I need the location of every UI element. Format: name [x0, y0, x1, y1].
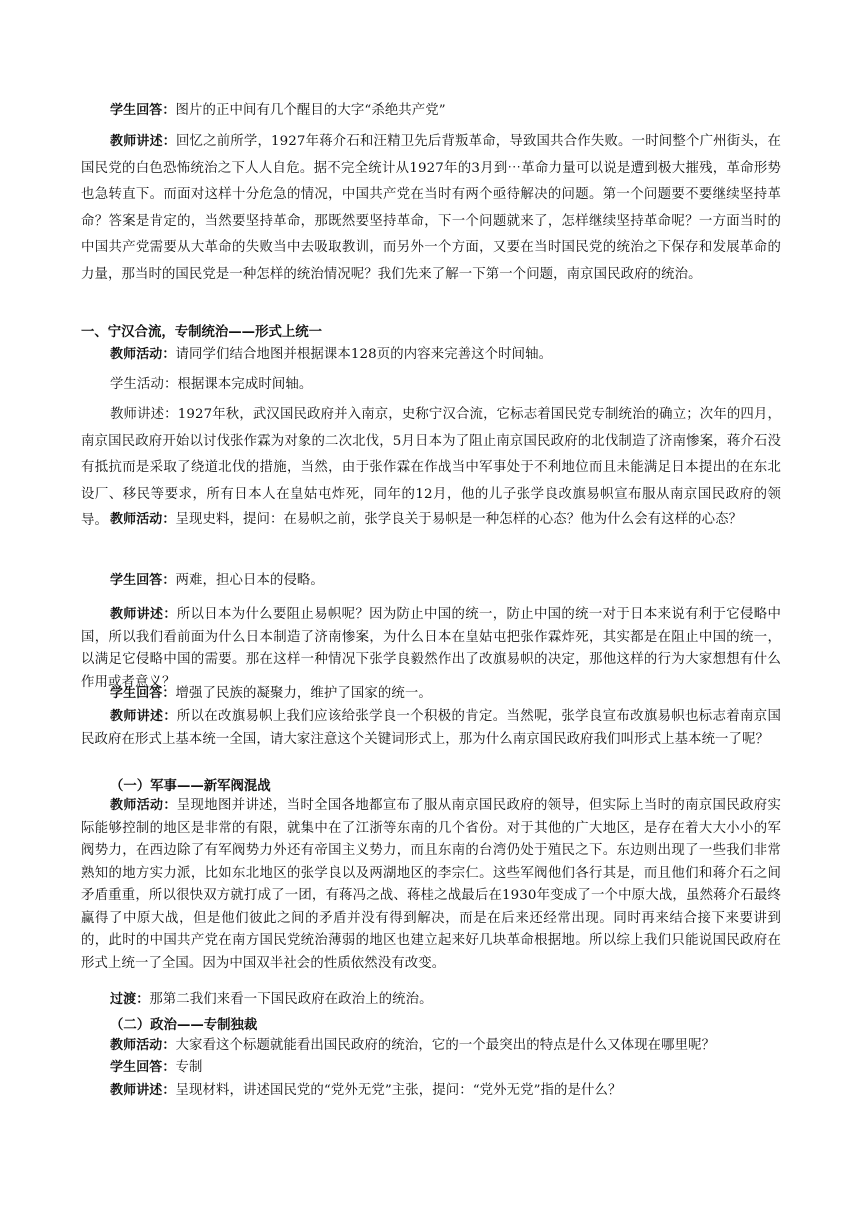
speaker-label: 教师讲述： — [110, 607, 177, 622]
speaker-label: 学生回答： — [110, 1060, 176, 1075]
paragraph-student-activity-1: 学生活动：根据课本完成时间轴。 — [110, 377, 313, 392]
paragraph-student-answer-1 — [81, 98, 781, 125]
paragraph-text: 请同学们结合地图并根据课本128页的内容来完善这个时间轴。 — [175, 347, 553, 362]
section-heading-1: 一、宁汉合流，专制统治——形式上统一 — [81, 325, 323, 340]
paragraph-text: 呈现材料，讲述国民党的“党外无党”主张，提问：“党外无党”指的是什么？ — [175, 1083, 622, 1098]
paragraph-student-answer-3 — [81, 683, 781, 706]
subsection-heading-military: （一）军事——新军阀混战 — [110, 779, 271, 794]
speaker-label: 教师活动： — [110, 798, 177, 813]
paragraph-teacher-narration-3 — [81, 604, 781, 694]
paragraph-teacher-activity-2 — [81, 507, 781, 534]
paragraph-student-answer-4 — [81, 1057, 781, 1080]
paragraph-teacher-narration-4 — [81, 706, 781, 751]
paragraph-text: 回忆之前所学，1927年蒋介石和汪精卫先后背叛革命，导致国共合作失败。一时间整个广州街头，在国民党的白色恐怖统治之下人人自危。据不完全统计从1927年的3月到⋯革命力量可以说是遭到极大摧残，革命形势也急转直下。而面对这样十分危急的情况，中国共产党在当时有两个亟待解决的问题。第一个问题要不要继续坚持革命？答案是肯定的，当然要坚持革命，那既然要坚持革命，下一个问题就来了，怎样继续坚持革命呢？一方面当时的中国共产党需要从大革命的失败当中去吸取教训，而另外一个方面，又要在当时国民党的统治之下保存和发展革命的力量，那当时的国民党是一种怎样的统治情况呢？我们先来了解一下第一个问题，南京国民政府的统治。 — [81, 134, 781, 282]
speaker-label: 教师活动： — [110, 1038, 176, 1053]
paragraph-teacher-activity-1 — [81, 342, 781, 369]
paragraph-text: 专制 — [175, 1060, 203, 1075]
subsection-heading-politics: （二）政治——专制独裁 — [110, 1018, 258, 1033]
paragraph-transition — [81, 989, 781, 1012]
paragraph-teacher-activity-3 — [81, 795, 781, 975]
paragraph-student-answer-2 — [81, 568, 781, 595]
speaker-label: 教师讲述： — [110, 1083, 176, 1098]
paragraph-text: 大家看这个标题就能看出国民政府的统治，它的一个最突出的特点是什么又体现在哪里呢？ — [175, 1038, 716, 1053]
speaker-label: 教师活动： — [110, 347, 176, 362]
speaker-label: 教师讲述： — [110, 134, 176, 149]
paragraph-text: 那第二我们来看一下国民政府在政治上的统治。 — [149, 992, 433, 1007]
paragraph-text: 所以在改旗易帜上我们应该给张学良一个积极的肯定。当然呢，张学良宣布改旗易帜也标志着南京国民政府在形式上基本统一全国，请大家注意这个关键词形式上，那为什么南京国民政府我们叫形式上基本统一了呢？ — [81, 709, 781, 747]
paragraph-teacher-narration-5 — [81, 1080, 781, 1103]
paragraph-text: 呈现史料，提问：在易帜之前，张学良关于易帜是一种怎样的心态？他为什么会有这样的心态？ — [175, 512, 743, 527]
paragraph-text: 所以日本为什么要阻止易帜呢？因为防止中国的统一，防止中国的统一对于日本来说有利于它侵略中国，所以我们看前面为什么日本制造了济南惨案，为什么日本在皇姑屯把张作霖炸死，其实都是在阻止中国的统一，以满足它侵略中国的需要。那在这样一种情况下张学良毅然作出了改旗易帜的决定，那他这样的行为大家想想有什么作用或者意义？ — [81, 607, 781, 690]
paragraph-text: 增强了民族的凝聚力，维护了国家的统一。 — [175, 686, 432, 701]
paragraph-text: 图片的正中间有几个醒目的大字“杀绝共产党” — [175, 103, 446, 118]
paragraph-text: 呈现地图并讲述，当时全国各地都宣布了服从南京国民政府的领导，但实际上当时的南京国民政府实际能够控制的地区是非常的有限，就集中在了江浙等东南的几个省份。对于其他的广大地区，是存在着大大小小的军阀势力，在西边除了有军阀势力外还有帝国主义势力，而且东南的台湾仍处于殖民之下。东边则出现了一些我们非常熟知的地方实力派，比如东北地区的张学良以及两湖地区的李宗仁。这些军阀他们各行其是，而且他们和蒋介石之间矛盾重重，所以很快双方就打成了一团，有蒋冯之战、蒋桂之战最后在1930年变成了一个中原大战，虽然蒋介石最终赢得了中原大战，但是他们彼此之间的矛盾并没有得到解决，而是在后来还经常出现。同时再来结合接下来要讲到的，此时的中国共产党在南方国民党统治薄弱的地区也建立起来好几块革命根据地。所以综上我们只能说国民政府在形式上统一了全国。因为中国双半社会的性质依然没有改变。 — [81, 798, 781, 971]
paragraph-teacher-activity-4 — [81, 1035, 781, 1058]
speaker-label: 学生回答： — [110, 573, 176, 588]
speaker-label: 学生回答： — [110, 686, 176, 701]
speaker-label: 过渡： — [110, 992, 150, 1007]
paragraph-teacher-narration-1 — [81, 129, 781, 288]
speaker-label: 教师活动： — [110, 512, 176, 527]
paragraph-text: 两难，担心日本的侵略。 — [175, 573, 324, 588]
speaker-label: 学生回答： — [110, 103, 176, 118]
paragraph-teacher-narration-2: 教师讲述：1927年秋，武汉国民政府并入南京，史称宁汉合流，它标志着国民党专制统治的确立；次年的四月，南京国民政府开始以讨伐张作霖为对象的二次北伐，5月日本为了阻止南京国民政府的北伐制造了济南惨案，蒋介石没有抵抗而是采取了绕道北伐的措施，当然，由于张作霖在作战当中军事处于不利地位而且未能满足日本提出的在东北设厂、移民等要求，所有日本人在皇姑屯炸死，同年的12月，他的儿子张学良改旗易帜宣布服从南京国民政府的领导。 — [81, 407, 781, 528]
speaker-label: 教师讲述： — [110, 709, 177, 724]
